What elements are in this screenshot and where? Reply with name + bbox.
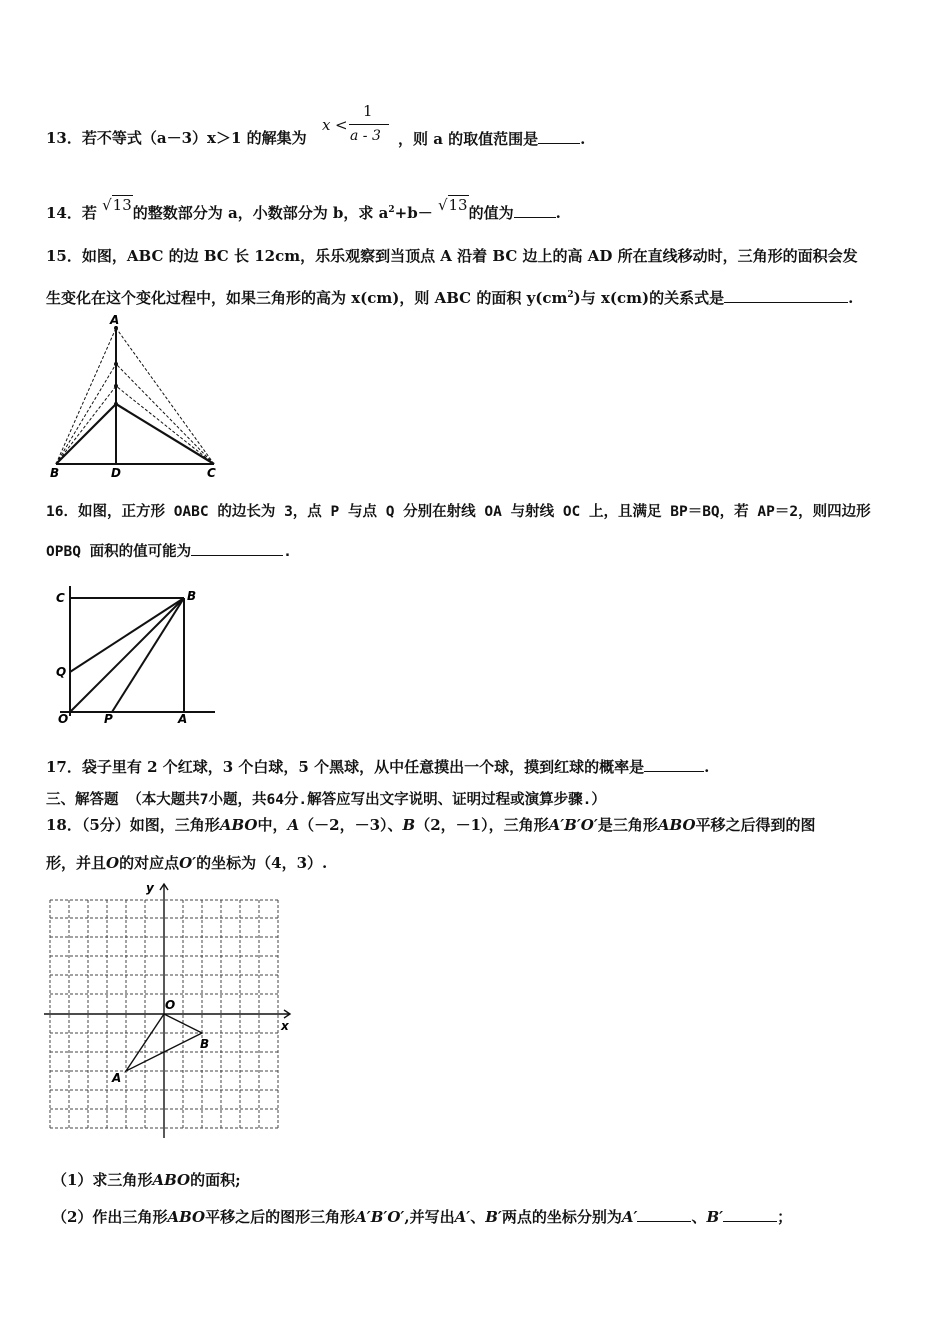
question-16-line1: 16．如图，正方形 OABC 的边长为 3，点 P 与点 Q 分别在射线 OA 与射线 OC 上，且满足 BP＝BQ，若 AP＝2，则四边形	[46, 504, 871, 520]
q15-answer-blank[interactable]	[724, 287, 848, 303]
q15-label-D: D	[111, 466, 121, 480]
q13-frac-bar	[349, 124, 389, 125]
q17-answer-blank[interactable]	[644, 756, 704, 772]
q13-inequality	[322, 104, 394, 152]
question-13: 13．若不等式（a－3）x＞1 的解集为	[46, 129, 307, 147]
question-16-line2: OPBQ 面积的值可能为 .	[46, 540, 292, 562]
q18-label-O: O	[165, 998, 176, 1012]
q18-answer-blank-b[interactable]	[723, 1206, 777, 1222]
question-14: 14．若 √13的整数部分为 a，小数部分为 b，求 $a^2+b- √13$的值为 .	[46, 196, 561, 222]
question-15-line2: 生变化在这个变化过程中，如果三角形的高为 x(cm)，则 ABC 的面积 $y(cm^2)$与 x(cm)的关系式是 .	[46, 289, 854, 307]
q13-answer-blank[interactable]	[538, 128, 580, 144]
q14-sqrt-1: √13	[102, 196, 132, 214]
question-13-tail: ，则 a 的取值范围是 .	[398, 130, 586, 148]
q16-label-C: C	[56, 591, 65, 605]
question-15-line1: 15．如图，ABC 的边 BC 长 12cm，乐乐观察到当顶点 A 沿着 BC 边上的高 AD 所在直线移动时，三角形的面积会发	[46, 247, 858, 265]
q18-axis-label-y: y	[146, 881, 154, 895]
q18-label-A: A	[112, 1071, 122, 1085]
q15-label-C: C	[207, 466, 216, 480]
question-18-line1: 18．（5分）如图，三角形ABO中，A（－2，－3）、B（2，－1），三角形A′B′O′是三角形ABO平移之后得到的图	[46, 816, 816, 834]
q14-sqrt-2: √13	[437, 196, 468, 214]
q15-label-B: B	[50, 466, 60, 480]
q14-answer-blank[interactable]	[514, 202, 556, 218]
q13-frac-num: 1	[363, 102, 373, 120]
section-3-heading: 三、解答题 （本大题共7小题，共64分.解答应写出文字说明、证明过程或演算步骤.）	[46, 792, 606, 808]
q18-axis-label-x: x	[281, 1019, 289, 1033]
question-18-line2: 形，并且O的对应点O′的坐标为（4，3）.	[46, 854, 328, 872]
q16-label-O: O	[58, 712, 69, 726]
q16-square-figure	[50, 584, 220, 726]
question-18-sub1: （1）求三角形ABO的面积;	[52, 1171, 241, 1189]
question-18-sub2: （2）作出三角形ABO平移之后的图形三角形A′B′O′,并写出A′、B′两点的坐标分别为A′ 、B′ ；	[52, 1208, 793, 1226]
q13-ineq-sign: <	[335, 116, 348, 134]
q18-label-B: B	[200, 1037, 210, 1051]
q16-label-B: B	[187, 589, 197, 603]
q13-frac-den: a - 3	[350, 128, 381, 144]
q18-answer-blank-a[interactable]	[637, 1206, 691, 1222]
q16-label-Q: Q	[56, 665, 67, 679]
q13-ineq-var: x	[322, 116, 331, 134]
q15-label-A: A	[110, 313, 120, 327]
q16-label-P: P	[104, 712, 113, 726]
q18-coordinate-grid	[42, 876, 298, 1138]
q15-triangle-figure	[42, 312, 232, 480]
q16-label-A: A	[178, 712, 188, 726]
q16-answer-blank[interactable]	[191, 540, 283, 556]
question-17: 17．袋子里有 2 个红球，3 个白球，5 个黑球，从中任意摸出一个球，摸到红球的概率是 .	[46, 758, 710, 776]
